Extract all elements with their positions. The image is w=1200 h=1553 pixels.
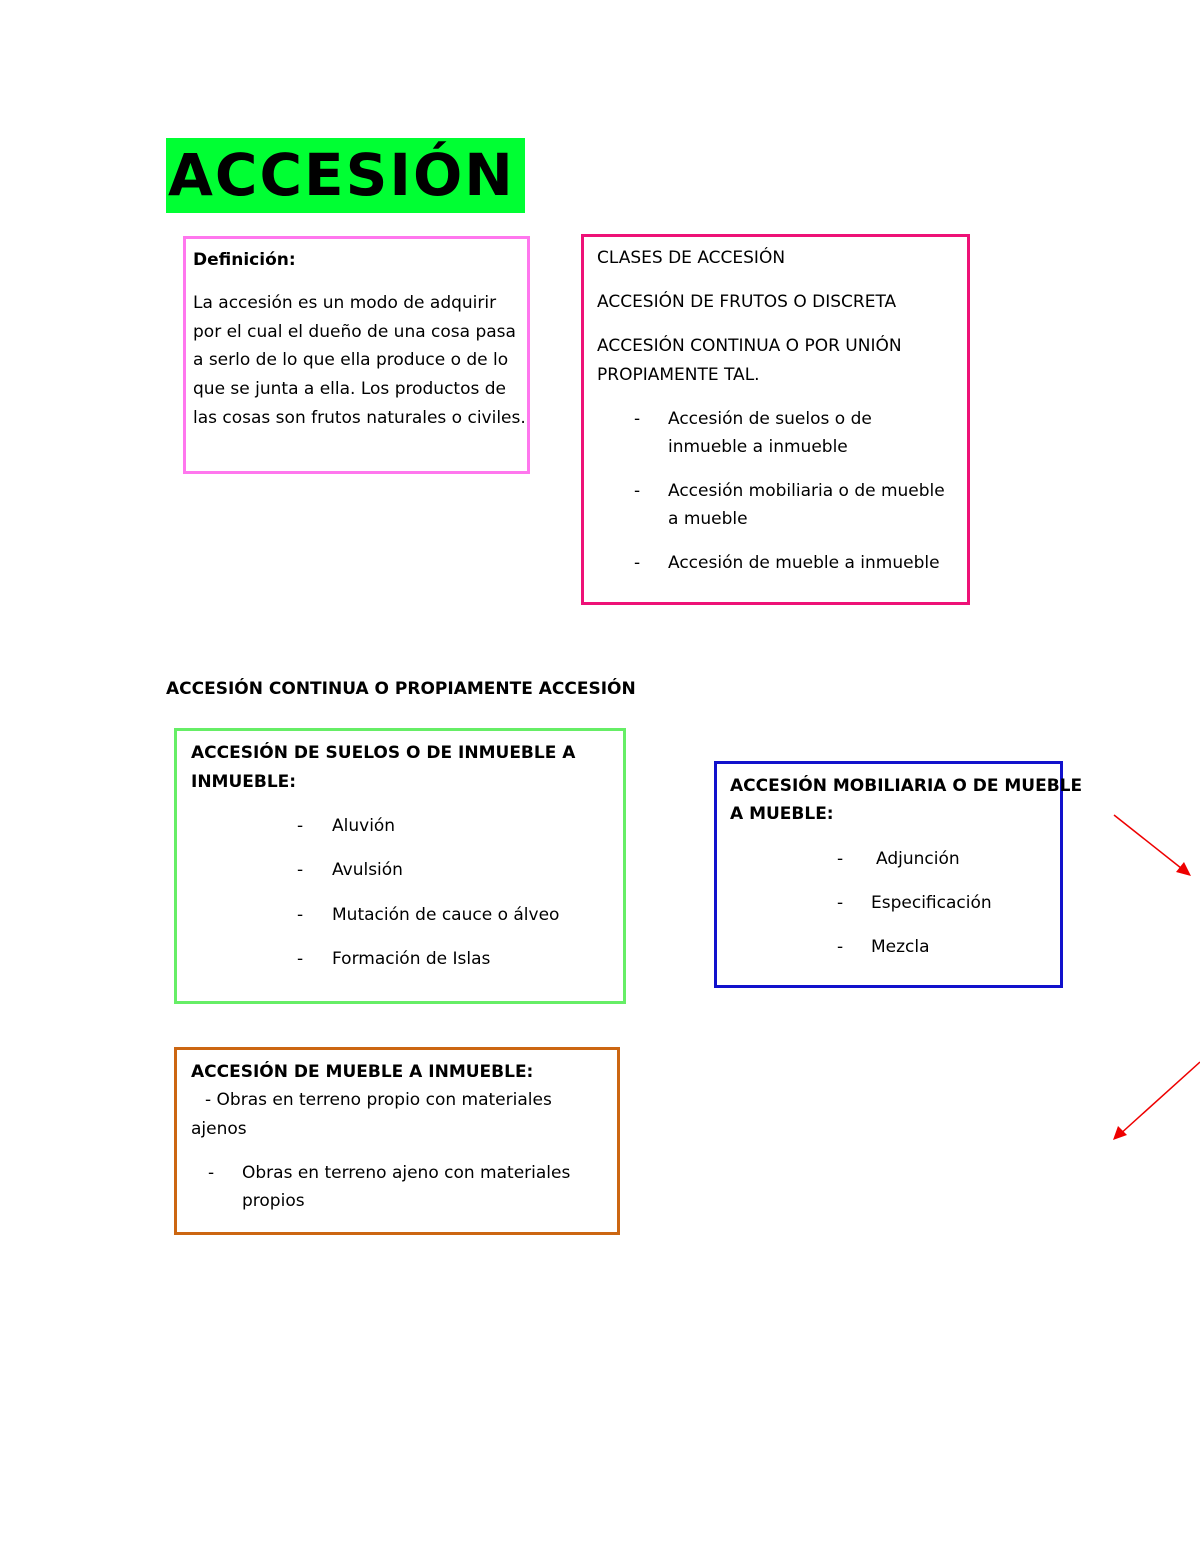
arrow-down-right-icon — [1114, 815, 1191, 876]
suelos-item: Aluvión — [332, 816, 396, 836]
mobiliaria-heading: ACCESIÓN MOBILIARIA O DE MUEBLE — [730, 776, 1083, 796]
definition-line: a serlo de lo que ella produce o de lo — [193, 350, 509, 370]
arrow-down-left-icon — [1113, 1062, 1200, 1140]
suelos-item: Formación de Islas — [332, 949, 491, 969]
definition-heading: Definición: — [193, 250, 296, 270]
mobiliaria-heading-cont: A MUEBLE: — [730, 804, 834, 824]
mobiliaria-item: Mezcla — [871, 937, 930, 957]
bullet-dash: - — [634, 481, 641, 501]
suelos-item: Avulsión — [332, 860, 403, 880]
definition-box — [183, 236, 530, 474]
clases-heading: CLASES DE ACCESIÓN — [597, 248, 786, 268]
mobiliaria-item: Especificación — [871, 893, 992, 913]
bullet-dash: - — [297, 905, 304, 925]
definition-line: La accesión es un modo de adquirir — [193, 293, 497, 313]
clases-sub-item: Accesión de suelos o de — [668, 409, 872, 429]
clases-sub-item-cont: a mueble — [668, 509, 748, 529]
bullet-dash: - — [837, 937, 844, 957]
definition-line: por el cual el dueño de una cosa pasa — [193, 322, 516, 342]
clases-box — [581, 234, 970, 605]
section-heading: ACCESIÓN CONTINUA O PROPIAMENTE ACCESIÓN — [166, 679, 636, 699]
mueble-item: Obras en terreno ajeno con materiales — [242, 1163, 571, 1183]
bullet-dash: - — [634, 409, 641, 429]
clases-item-continua: ACCESIÓN CONTINUA O POR UNIÓN — [597, 336, 902, 356]
suelos-heading-cont: INMUEBLE: — [191, 772, 297, 792]
clases-item-continua-cont: PROPIAMENTE TAL. — [597, 365, 760, 385]
clases-sub-item: Accesión mobiliaria o de mueble — [668, 481, 945, 501]
bullet-dash: - — [634, 553, 641, 573]
suelos-box — [174, 728, 626, 1004]
mobiliaria-box — [714, 761, 1083, 988]
mueble-item-cont: propios — [242, 1191, 305, 1211]
page-title: ACCESIÓN — [166, 138, 525, 213]
clases-sub-item-cont: inmueble a inmueble — [668, 437, 848, 457]
mueble-item-cont: ajenos — [191, 1119, 247, 1139]
clases-item-frutos: ACCESIÓN DE FRUTOS O DISCRETA — [597, 292, 897, 312]
suelos-heading: ACCESIÓN DE SUELOS O DE INMUEBLE A — [191, 743, 576, 763]
definition-line: las cosas son frutos naturales o civiles. — [193, 408, 526, 428]
bullet-dash: - — [837, 849, 844, 869]
definition-line: que se junta a ella. Los productos de — [193, 379, 506, 399]
bullet-dash: - — [297, 860, 304, 880]
bullet-dash: - — [297, 816, 304, 836]
mueble-heading: ACCESIÓN DE MUEBLE A INMUEBLE: — [191, 1062, 534, 1082]
clases-sub-item: Accesión de mueble a inmueble — [668, 553, 940, 573]
bullet-dash: - — [297, 949, 304, 969]
mueble-item: - Obras en terreno propio con materiales — [205, 1090, 552, 1110]
bullet-dash: - — [837, 893, 844, 913]
mobiliaria-item: Adjunción — [876, 849, 960, 869]
suelos-item: Mutación de cauce o álveo — [332, 905, 560, 925]
bullet-dash: - — [208, 1163, 215, 1183]
mueble-inmueble-box — [174, 1047, 620, 1235]
